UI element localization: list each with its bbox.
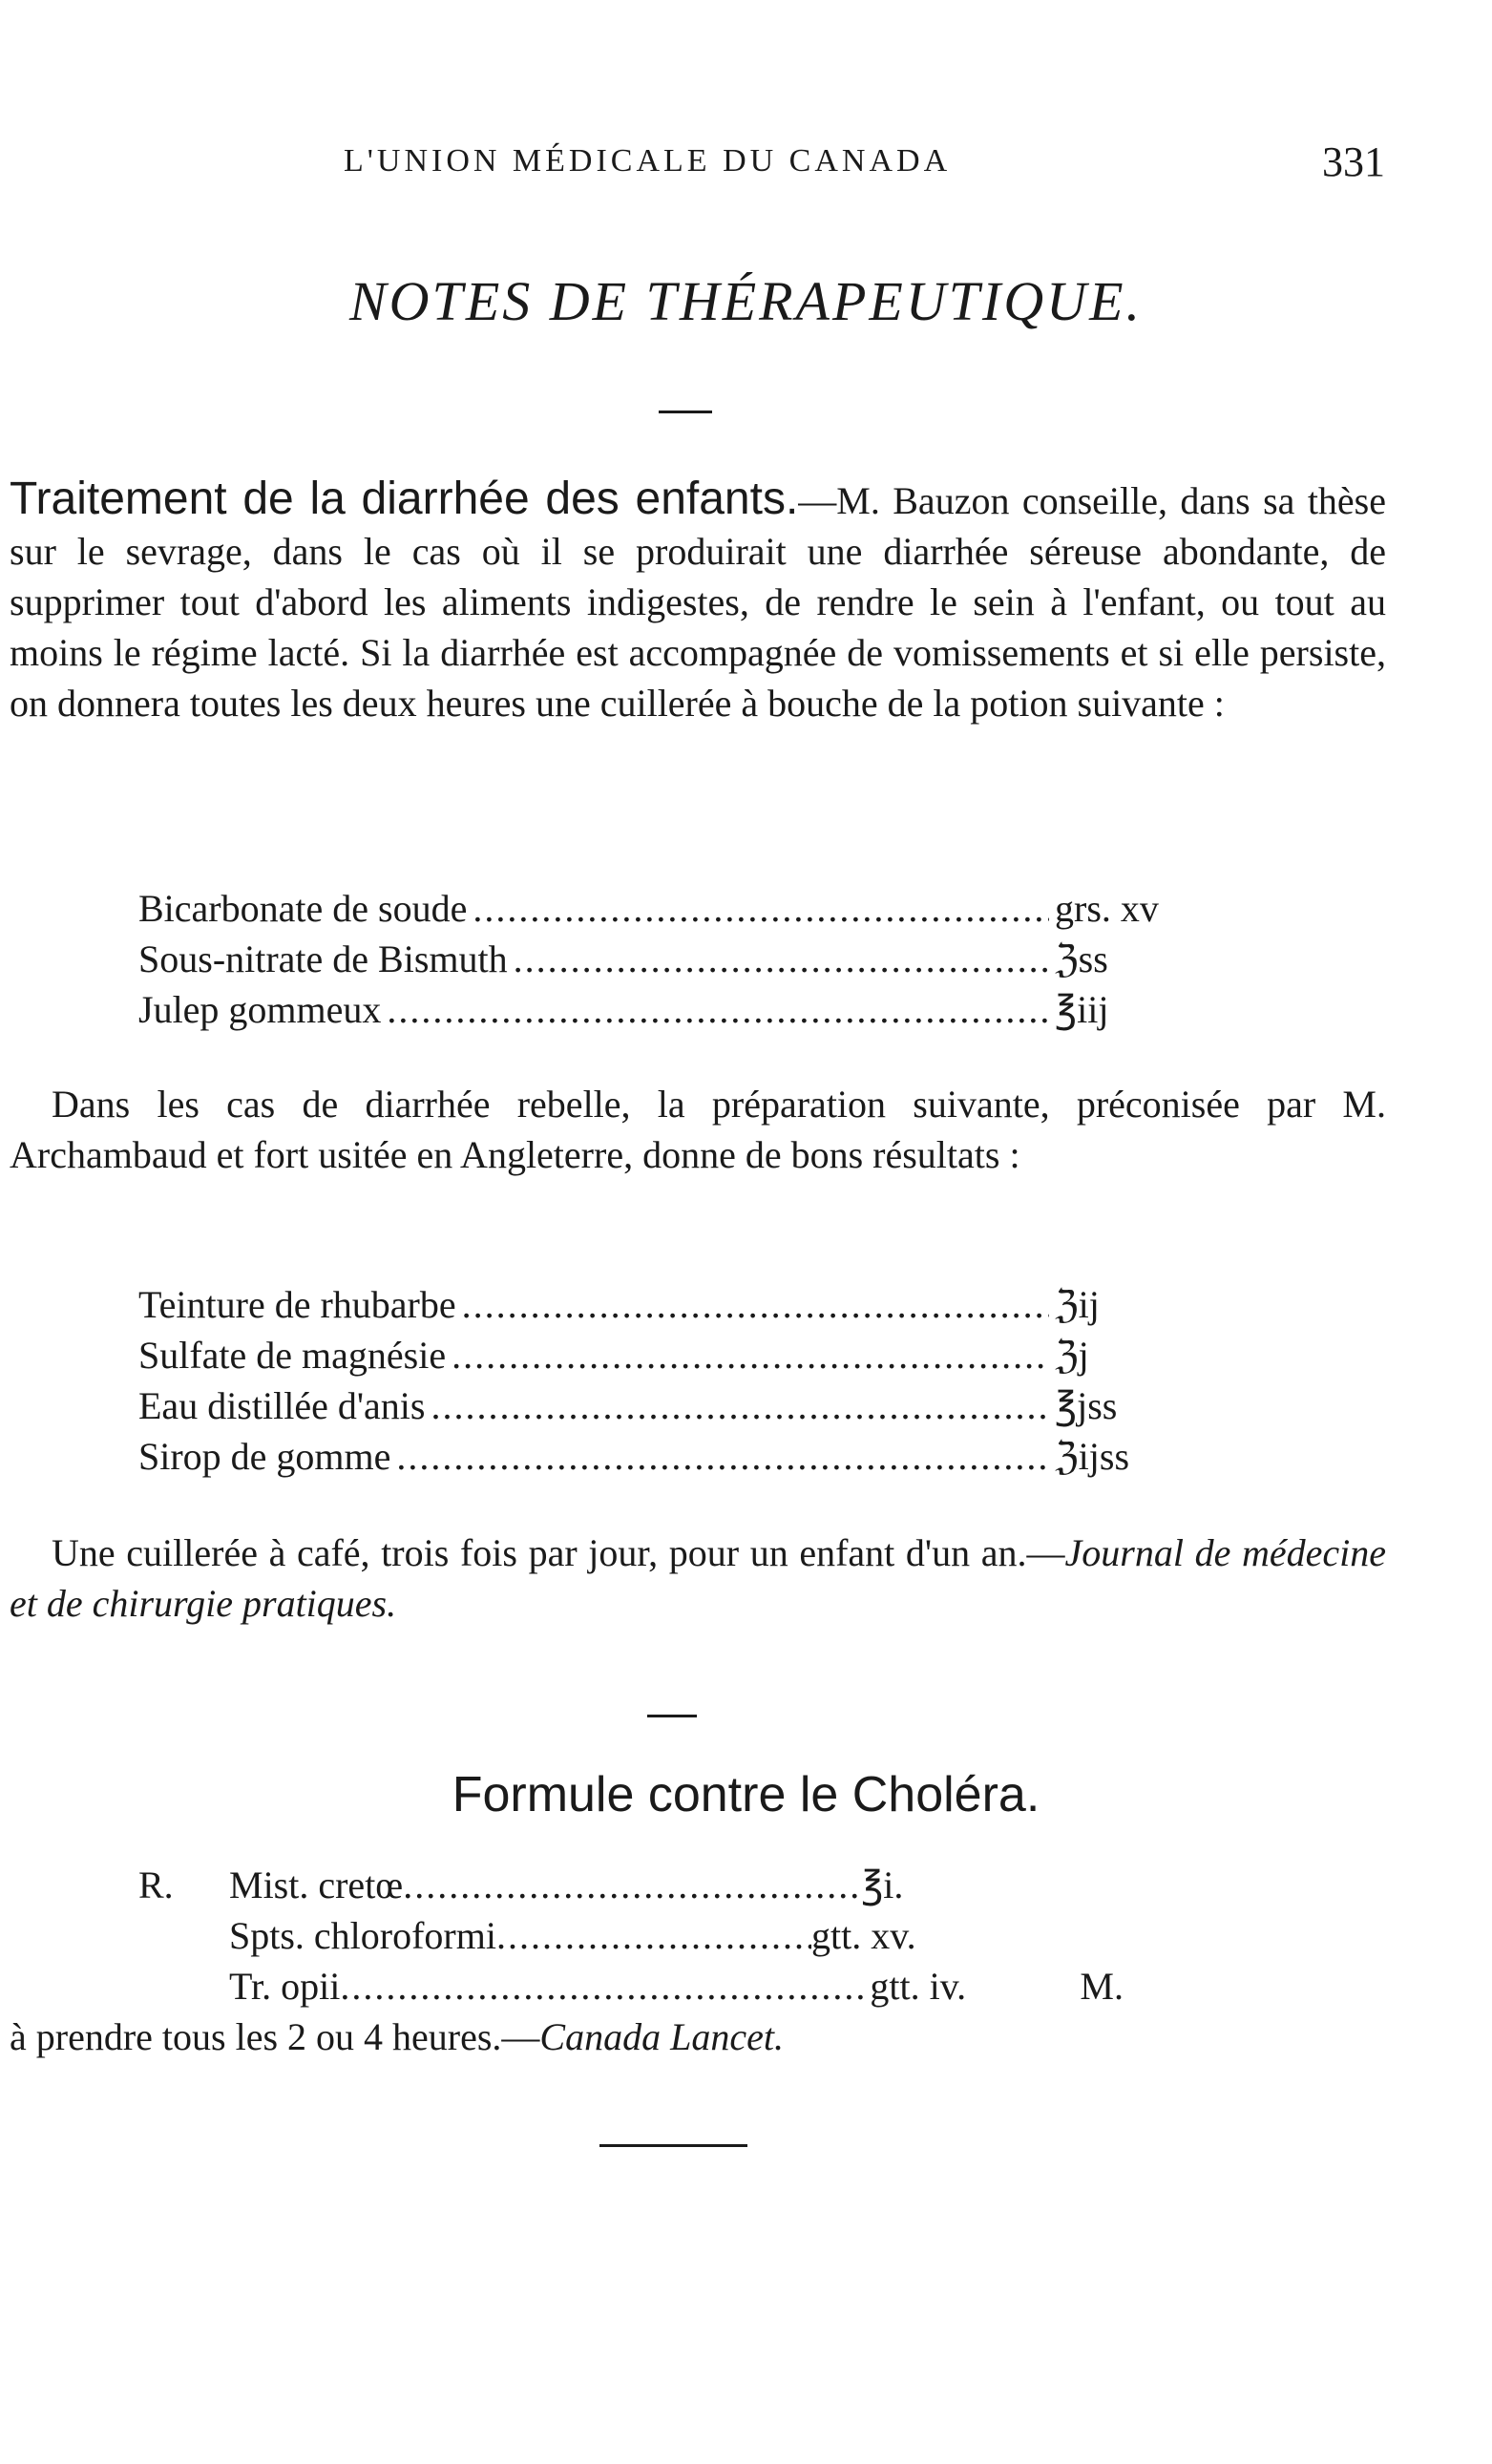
ingredient-name: Bicarbonate de soude (138, 887, 468, 930)
ingredient-dose: grs. xv (1055, 887, 1159, 930)
recipe-potion (138, 883, 1236, 1035)
recipe-row (138, 984, 1236, 1035)
article-diarrhea-intro (10, 474, 1386, 728)
section-divider (659, 411, 712, 413)
ingredient-name: Eau distillée d'anis (138, 1384, 426, 1427)
ingredient-name: Tr. opii (229, 1965, 341, 2008)
closing-text: Une cuillerée à café, trois fois par jour, pour un enfant d'un an.— (52, 1531, 1065, 1574)
article-diarrhea-closing (10, 1527, 1386, 1629)
leader-dots (387, 984, 1049, 1035)
recipe-row (138, 1380, 1236, 1431)
leader-dots (431, 1380, 1049, 1431)
running-head (0, 138, 1492, 191)
ingredient-name: Julep gommeux (138, 988, 382, 1031)
recipe-row (138, 1279, 1236, 1330)
leader-dots (496, 1910, 811, 1961)
leader-dots (514, 934, 1049, 984)
ingredient-name: Sirop de gomme (138, 1435, 391, 1478)
recipe-row (138, 1330, 1236, 1380)
journal-title: L'UNION MÉDICALE DU CANADA (344, 143, 952, 179)
recipe-row (138, 1431, 1236, 1482)
page-number: 331 (1322, 138, 1385, 185)
leader-dots (462, 1279, 1049, 1330)
note-text: à prendre tous les 2 ou 4 heures.— (10, 2015, 540, 2058)
ingredient-dose: ℥jss (1055, 1384, 1118, 1427)
leader-dots (473, 883, 1049, 934)
leader-dots (340, 1961, 870, 2011)
article-diarrhea-intro-text: —M. Bauzon conseille, dans sa thèse sur le sevrage, dans le cas où il se produirait une diarrhée séreuse abondante, de supprimer tout d'abord les aliments indigestes, de rendre le sein à l'enfant, ou tout au moins le régime lacté. Si la diarrhée est accompagnée de vomissements et si elle persiste, on donnera toutes les deux heures une cuillerée à bouche de la potion suivante : (10, 479, 1386, 725)
ingredient-dose: ℨijss (1055, 1435, 1130, 1478)
formula-row (138, 1910, 1236, 1961)
recipe-rebel-diarrhea (138, 1279, 1236, 1482)
recipe-row (138, 934, 1236, 984)
leader-dots (396, 1431, 1049, 1482)
article-cholera-note (10, 2011, 1386, 2062)
citation-source: Journal de médecine et de chirurgie pratiques. (10, 1531, 1386, 1625)
ingredient-name: Spts. chloroformi (229, 1914, 496, 1957)
mix-mark: M. (1080, 1965, 1124, 2008)
ingredient-dose: ℥iij (1055, 988, 1109, 1031)
ingredient-dose: ℥i. (861, 1864, 904, 1906)
ingredient-name: Teinture de rhubarbe (138, 1283, 456, 1326)
rx-symbol: R. (138, 1864, 174, 1906)
end-divider (599, 2144, 747, 2147)
citation-source: Canada Lancet. (539, 2015, 784, 2058)
section-title: NOTES DE THÉRAPEUTIQUE. (348, 270, 1143, 332)
leader-dots (452, 1330, 1049, 1380)
ingredient-name: Sous-nitrate de Bismuth (138, 937, 508, 980)
ingredient-dose: gtt. xv. (810, 1914, 916, 1957)
article-diarrhea-middle: Dans les cas de diarrhée rebelle, la préparation suivante, préconisée par M. Archambaud et fort usitée en Angleterre, donne de bons résultats : (10, 1083, 1386, 1176)
ingredient-name: Sulfate de magnésie (138, 1334, 447, 1377)
article-divider (647, 1715, 697, 1717)
formula-row (138, 1961, 1236, 2011)
recipe-row (138, 883, 1236, 934)
ingredient-dose: ℨij (1055, 1283, 1100, 1326)
article-diarrhea-heading: Traitement de la diarrhée des enfants. (10, 474, 799, 524)
ingredient-dose: gtt. iv. (870, 1965, 967, 2008)
ingredient-name: Mist. cretœ (229, 1864, 404, 1906)
ingredient-dose: ℨss (1055, 937, 1108, 980)
article-cholera-heading: Formule contre le Choléra. (452, 1767, 1040, 1822)
cholera-formula (138, 1860, 1236, 2011)
ingredient-dose: ℨj (1055, 1334, 1089, 1377)
leader-dots (403, 1860, 861, 1910)
formula-row (138, 1860, 1236, 1910)
